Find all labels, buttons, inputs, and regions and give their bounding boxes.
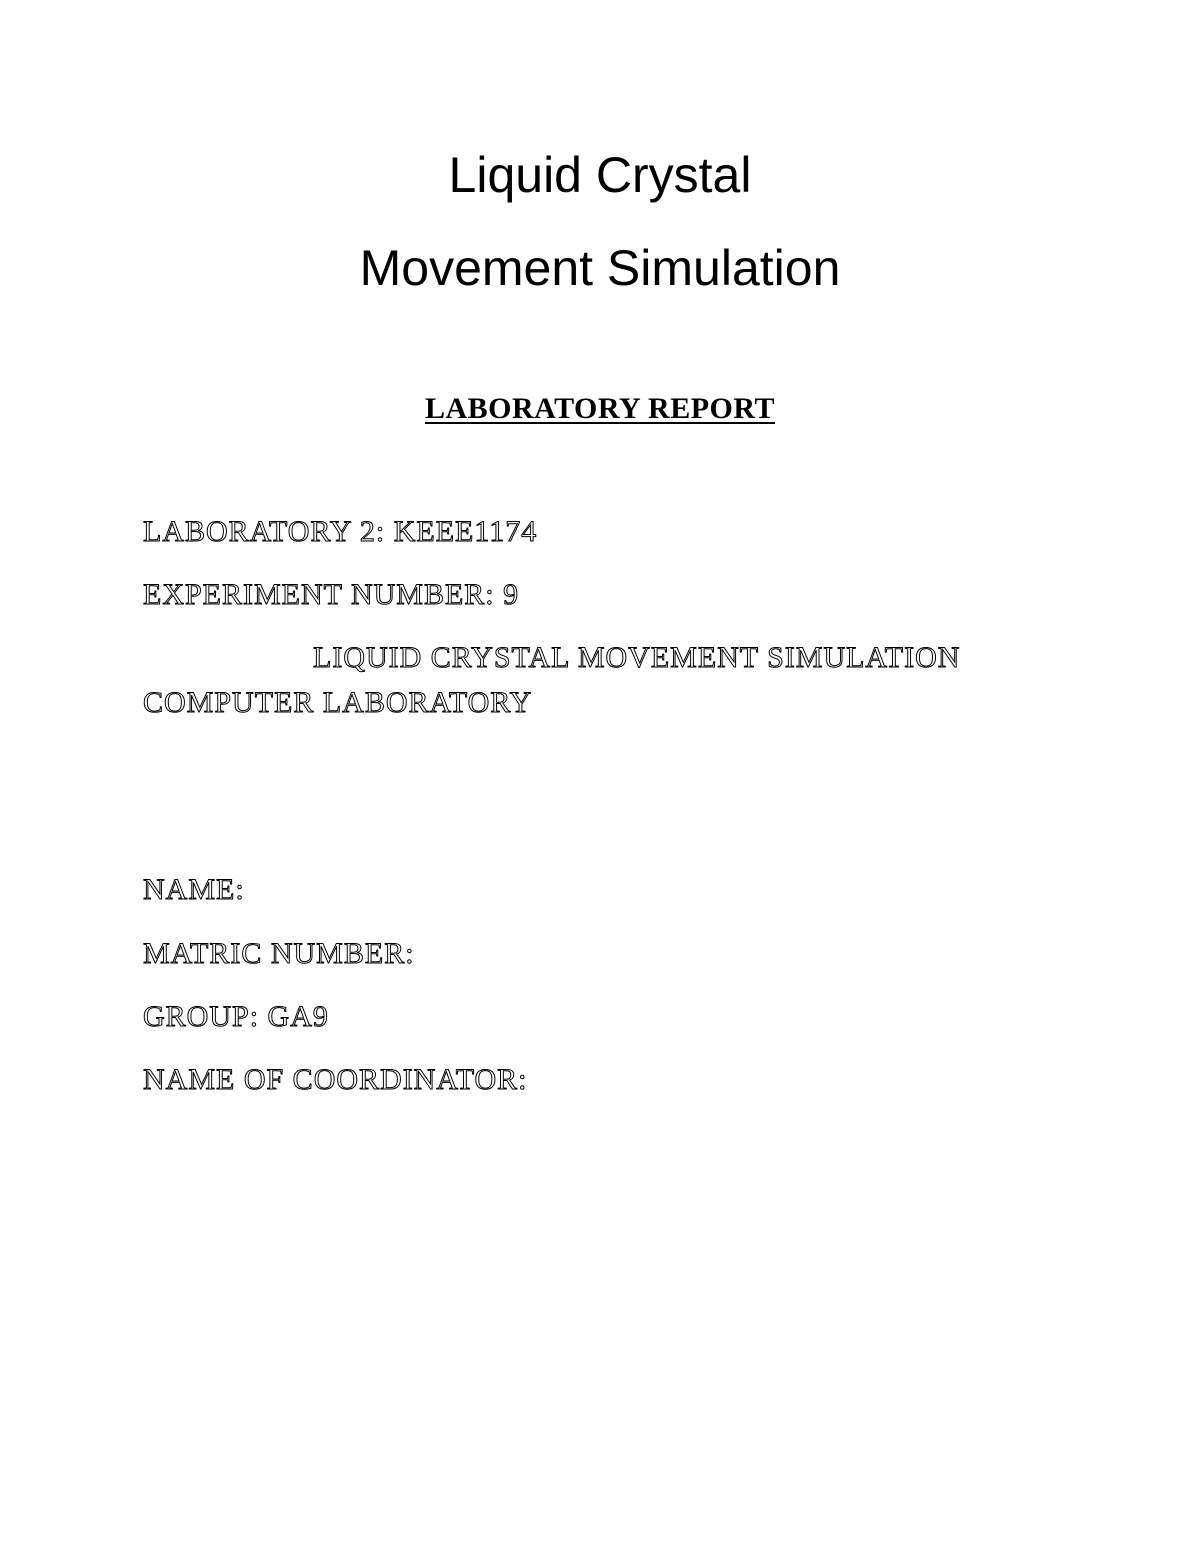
laboratory-code: LABORATORY 2: KEEE1174 <box>143 515 538 548</box>
experiment-title-line-1: LIQUID CRYSTAL MOVEMENT SIMULATION <box>313 641 961 674</box>
group-field: GROUP: GA9 <box>143 1000 329 1033</box>
matric-number-field: MATRIC NUMBER: <box>143 937 415 970</box>
coordinator-field: NAME OF COORDINATOR: <box>143 1063 528 1096</box>
title-line-1: Liquid Crystal <box>448 147 752 203</box>
experiment-number: EXPERIMENT NUMBER: 9 <box>143 578 520 611</box>
experiment-title-line-2: COMPUTER LABORATORY <box>143 686 533 719</box>
title-line-2: Movement Simulation <box>359 240 841 296</box>
report-subtitle: LABORATORY REPORT <box>424 392 776 425</box>
name-field: NAME: <box>143 873 245 906</box>
